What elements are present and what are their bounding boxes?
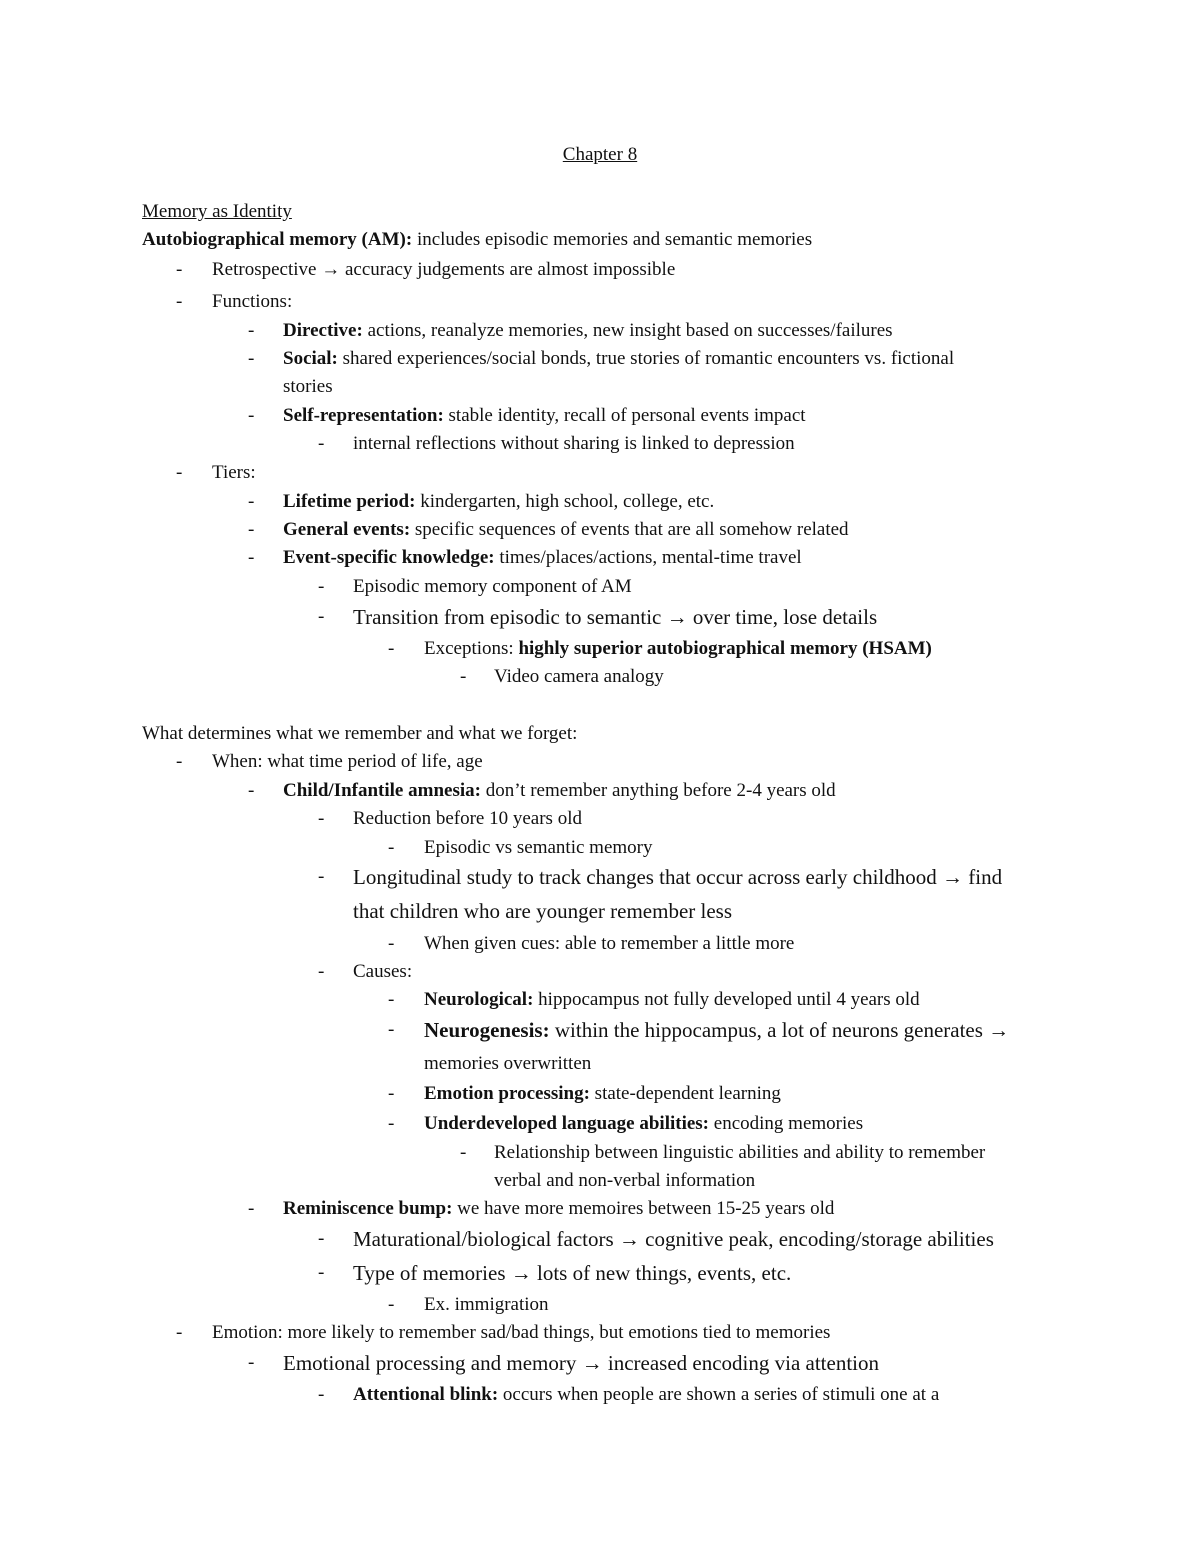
list-item-directive: Directive: actions, reanalyze memories, new insight based on successes/failures (283, 320, 893, 341)
list-item-exceptions: Exceptions: highly superior autobiographical memory (HSAM) (424, 638, 932, 659)
list-item-reminiscence-bump: Reminiscence bump: we have more memoires between 15-25 years old (283, 1198, 835, 1219)
list-item-retrospective: Retrospective → accuracy judgements are almost impossible (212, 259, 676, 280)
list-item-relationship: Relationship between linguistic abilities and ability to remember (494, 1142, 986, 1163)
list-item-type-of-memories: Type of memories → lots of new things, events, etc. (353, 1261, 792, 1285)
list-item-neurogenesis: Neurogenesis: within the hippocampus, a lot of neurons generates → (424, 1018, 1010, 1042)
list-item-internal-reflections: internal reflections without sharing is linked to depression (353, 433, 795, 454)
bullet-dash: - (318, 1262, 325, 1283)
list-item-general-events: General events: specific sequences of events that are all somehow related (283, 519, 849, 540)
section-heading-memory-as-identity: Memory as Identity (142, 201, 292, 222)
bullet-dash: - (176, 1322, 183, 1343)
bullet-dash: - (248, 320, 255, 341)
list-item-neurological: Neurological: hippocampus not fully developed until 4 years old (424, 989, 920, 1010)
list-item-cues: When given cues: able to remember a little more (424, 933, 795, 954)
list-item-functions: Functions: (212, 291, 293, 312)
bullet-dash: - (248, 1352, 255, 1373)
bullet-dash: - (388, 1083, 395, 1104)
list-item-emotion-processing: Emotion processing: state-dependent learning (424, 1083, 781, 1104)
list-item-relationship-continued: verbal and non-verbal information (494, 1170, 756, 1191)
list-item-when: When: what time period of life, age (212, 751, 483, 772)
list-item-video-camera: Video camera analogy (494, 666, 664, 687)
bullet-dash: - (176, 259, 183, 280)
bullet-dash: - (176, 462, 183, 483)
list-item-episodic-vs-semantic: Episodic vs semantic memory (424, 837, 653, 858)
list-item-episodic-component: Episodic memory component of AM (353, 576, 632, 597)
bullet-dash: - (248, 519, 255, 540)
bullet-dash: - (176, 751, 183, 772)
bullet-dash: - (388, 1294, 395, 1315)
bullet-dash: - (176, 291, 183, 312)
list-item-lifetime-period: Lifetime period: kindergarten, high school, college, etc. (283, 491, 715, 512)
list-item-event-specific-knowledge: Event-specific knowledge: times/places/actions, mental-time travel (283, 547, 802, 568)
bullet-dash: - (318, 808, 325, 829)
list-item-causes: Causes: (353, 961, 413, 982)
section-heading-remember-forget: What determines what we remember and what we forget: (142, 723, 578, 744)
bullet-dash: - (318, 866, 325, 887)
bullet-dash: - (318, 1228, 325, 1249)
list-item-neurogenesis-continued: memories overwritten (424, 1053, 592, 1074)
list-item-social-continued: stories (283, 376, 333, 397)
list-item-longitudinal-continued: that children who are younger remember less (353, 899, 733, 923)
bullet-dash: - (318, 1384, 325, 1405)
bullet-dash: - (460, 666, 467, 687)
list-item-longitudinal: Longitudinal study to track changes that occur across early childhood → find (353, 865, 1003, 889)
bullet-dash: - (318, 961, 325, 982)
list-item-maturational: Maturational/biological factors → cognitive peak, encoding/storage abilities (353, 1227, 994, 1251)
list-item-social: Social: shared experiences/social bonds, true stories of romantic encounters vs. fictional (283, 348, 955, 369)
bullet-dash: - (388, 837, 395, 858)
list-item-self-representation: Self-representation: stable identity, recall of personal events impact (283, 405, 806, 426)
bullet-dash: - (318, 576, 325, 597)
am-definition: Autobiographical memory (AM): includes episodic memories and semantic memories (142, 229, 813, 250)
list-item-language-abilities: Underdeveloped language abilities: encoding memories (424, 1113, 864, 1134)
bullet-dash: - (388, 1019, 395, 1040)
bullet-dash: - (318, 433, 325, 454)
bullet-dash: - (318, 606, 325, 627)
list-item-reduction: Reduction before 10 years old (353, 808, 582, 829)
page-title: Chapter 8 (562, 144, 638, 165)
list-item-infantile-amnesia: Child/Infantile amnesia: don’t remember anything before 2-4 years old (283, 780, 836, 801)
list-item-emotional-processing: Emotional processing and memory → increased encoding via attention (283, 1351, 879, 1375)
bullet-dash: - (248, 780, 255, 801)
list-item-attentional-blink: Attentional blink: occurs when people are shown a series of stimuli one at a (353, 1384, 940, 1405)
bullet-dash: - (248, 1198, 255, 1219)
bullet-dash: - (388, 989, 395, 1010)
bullet-dash: - (248, 547, 255, 568)
bullet-dash: - (388, 1113, 395, 1134)
list-item-tiers: Tiers: (212, 462, 256, 483)
bullet-dash: - (248, 491, 255, 512)
list-item-transition: Transition from episodic to semantic → over time, lose details (353, 605, 878, 629)
bullet-dash: - (388, 638, 395, 659)
bullet-dash: - (388, 933, 395, 954)
bullet-dash: - (248, 348, 255, 369)
bullet-dash: - (460, 1142, 467, 1163)
list-item-emotion: Emotion: more likely to remember sad/bad things, but emotions tied to memories (212, 1322, 831, 1343)
bullet-dash: - (248, 405, 255, 426)
list-item-immigration: Ex. immigration (424, 1294, 549, 1315)
